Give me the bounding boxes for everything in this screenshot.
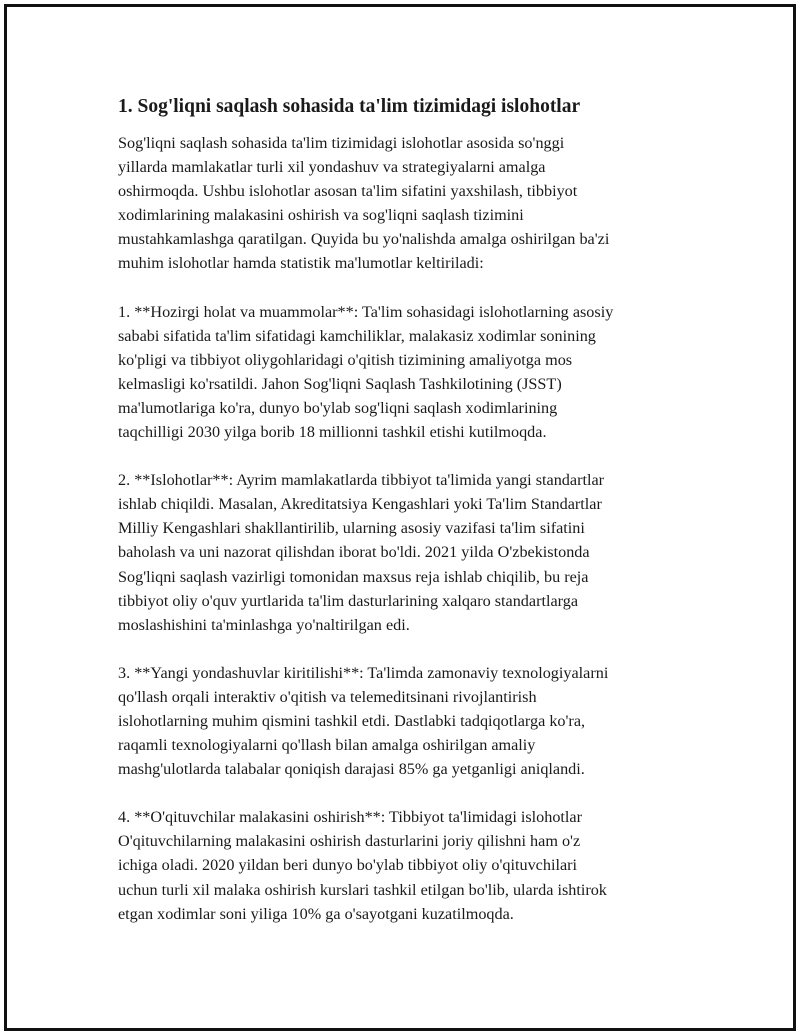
text-line: mustahkamlashga qaratilgan. Quyida bu yo'nalishda amalga oshirilgan ba'zi — [118, 230, 610, 249]
text-line: 1. **Hozirgi holat va muammolar**: Ta'lim sohasidagi islohotlarning asosiy — [118, 302, 614, 321]
section-new-approaches — [118, 661, 688, 781]
text-line: qo'llash orqali interaktiv o'qitish va telemeditsinani rivojlantirish — [118, 687, 537, 706]
text-line: uchun turli xil malaka oshirish kurslari tashkil etilgan bo'lib, ularda ishtirok — [118, 880, 607, 899]
section-teacher-training — [118, 805, 688, 925]
text-line: raqamli texnologiyalarni qo'llash bilan amalga oshirilgan amaliy — [118, 736, 536, 755]
text-line: muhim islohotlar hamda statistik ma'lumotlar keltiriladi: — [118, 254, 484, 273]
text-line: yillarda mamlakatlar turli xil yondashuv va strategiyalarni amalga — [118, 158, 546, 177]
text-line: ishlab chiqildi. Masalan, Akreditatsiya Kengashlari yoki Ta'lim Standartlar — [118, 495, 602, 514]
text-line: 4. **O'qituvchilar malakasini oshirish**: Tibbiyot ta'limidagi islohotlar — [118, 808, 583, 827]
text-line: kelmasligi ko'rsatildi. Jahon Sog'liqni Saqlash Tashkilotining (JSST) — [118, 374, 562, 393]
text-line: Sog'liqni saqlash sohasida ta'lim tizimidagi islohotlar asosida so'nggi — [118, 134, 565, 152]
text-line: O'qituvchilarning malakasini oshirish dasturlarini joriy qilishni ham o'z — [118, 832, 581, 851]
document-heading: 1. Sog'liqni saqlash sohasida ta'lim tizimidagi islohotlar — [118, 96, 581, 117]
text-line: moslashishini ta'minlashga yo'naltirilgan edi. — [118, 615, 410, 634]
text-line: xodimlarining malakasini oshirish va sog'liqni saqlash tizimini — [118, 206, 524, 225]
text-line: ma'lumotlariga ko'ra, dunyo bo'ylab sog'liqni saqlash xodimlarining — [118, 398, 558, 417]
text-line: ko'pligi va tibbiyot oliygohlaridagi o'qitish tizimining amaliyotga mos — [118, 350, 573, 369]
text-line: tibbiyot oliy o'quv yurtlarida ta'lim dasturlarining xalqaro standartlarga — [118, 591, 579, 610]
text-line: islohotlarning muhim qismini tashkil etdi. Dastlabki tadqiqotlarga ko'ra, — [118, 711, 586, 730]
intro-paragraph — [118, 131, 688, 276]
text-line: ichiga oladi. 2020 yildan beri dunyo bo'ylab tibbiyot oliy o'qituvchilari — [118, 856, 578, 875]
text-line: Milliy Kengashlari shakllantirilib, ularning asosiy vazifasi ta'lim sifatini — [118, 519, 585, 538]
text-line: baholash va uni nazorat qilishdan iborat bo'ldi. 2021 yilda O'zbekistonda — [118, 543, 590, 562]
text-line: mashg'ulotlarda talabalar qoniqish darajasi 85% ga yetganligi aniqlandi. — [118, 760, 585, 779]
text-line: taqchilligi 2030 yilga borib 18 millionni tashkil etishi kutilmoqda. — [118, 423, 547, 442]
text-line: oshirmoqda. Ushbu islohotlar asosan ta'lim sifatini yaxshilash, tibbiyot — [118, 182, 578, 201]
text-line: etgan xodimlar soni yiliga 10% ga o'sayotgani kuzatilmoqda. — [118, 904, 514, 923]
section-reforms — [118, 468, 688, 637]
document-body — [118, 95, 688, 950]
text-line: 3. **Yangi yondashuvlar kiritilishi**: Ta'limda zamonaviy texnologiyalarni — [118, 663, 609, 682]
text-line: 2. **Islohotlar**: Ayrim mamlakatlarda tibbiyot ta'limida yangi standartlar — [118, 471, 605, 490]
text-line: Sog'liqni saqlash vazirligi tomonidan maxsus reja ishlab chiqilib, bu reja — [118, 567, 589, 586]
section-current-state — [118, 300, 688, 445]
text-line: sababi sifatida ta'lim sifatidagi kamchiliklar, malakasiz xodimlar sonining — [118, 326, 596, 345]
